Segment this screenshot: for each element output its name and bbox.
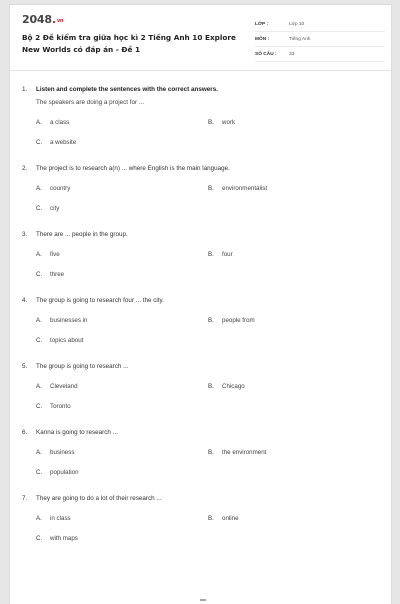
document-title: Bộ 2 Đề kiểm tra giữa học kì 2 Tiếng Anh 10 Explore New Worlds có đáp án - Đề 1 [22,33,236,54]
option-letter: B. [208,185,214,192]
answer-option[interactable] [208,250,380,259]
question-number: 6. [22,429,28,436]
question-item [22,230,382,279]
option-text: Toronto [50,403,71,410]
answer-options [36,448,382,477]
answer-option[interactable] [36,514,208,523]
option-letter: A. [36,251,42,258]
answer-option[interactable] [208,118,380,127]
answer-options [36,118,382,147]
meta-row-question-count [255,47,385,62]
option-text: the environment [222,449,267,456]
question-text: The group is going to research ... [36,363,129,370]
answer-option[interactable] [208,448,380,457]
option-text: city [50,205,60,212]
logo-suffix: vn [56,18,64,24]
option-letter: B. [208,383,214,390]
question-item [22,296,382,345]
answer-option[interactable] [208,184,380,193]
option-letter: A. [36,449,42,456]
option-text: environmentalist [222,185,268,192]
option-letter: B. [208,449,214,456]
option-text: three [50,271,65,278]
question-text: The project is to research a(n) ... where English is the main language. [36,165,230,172]
meta-label: MÔN : [255,36,270,42]
answer-options [36,250,382,279]
option-text: a class [50,119,70,126]
site-logo[interactable] [22,13,63,26]
option-text: business [50,449,75,456]
question-line [22,164,382,174]
option-letter: C. [36,139,43,146]
question-line [22,428,382,438]
question-text: The group is going to research four ... the city. [36,297,164,304]
question-item [22,164,382,213]
question-item [22,85,382,147]
answer-option[interactable] [36,270,208,279]
answer-options [36,514,382,543]
option-letter: C. [36,469,43,476]
option-letter: A. [36,185,42,192]
option-letter: C. [36,271,43,278]
question-text: Listen and complete the sentences with the correct answers. [36,86,218,93]
question-line [22,362,382,372]
meta-label: LỚP : [255,21,269,27]
question-item [22,494,382,543]
option-text: population [50,469,79,476]
answer-option[interactable] [36,448,208,457]
logo-text: 2048 [22,13,52,26]
option-letter: A. [36,383,42,390]
answer-option[interactable] [36,382,208,391]
option-letter: C. [36,403,43,410]
answer-option[interactable] [36,184,208,193]
option-letter: A. [36,317,42,324]
question-number: 3. [22,231,28,238]
option-letter: B. [208,515,214,522]
answer-options [36,382,382,411]
option-letter: C. [36,337,43,344]
question-number: 7. [22,495,28,502]
answer-option[interactable] [36,402,208,411]
question-number: 1. [22,86,28,93]
meta-row-class [255,17,385,32]
question-item [22,428,382,477]
meta-value: Tiếng Anh [289,36,311,42]
answer-option[interactable] [36,118,208,127]
answer-options [36,184,382,213]
option-letter: A. [36,515,42,522]
option-letter: B. [208,317,214,324]
option-text: four [222,251,233,258]
option-letter: B. [208,119,214,126]
document-meta [255,17,385,62]
option-text: country [50,185,71,192]
option-text: Cleveland [50,383,78,390]
page-bottom-mark [200,599,206,601]
question-text: There are ... people in the group. [36,231,128,238]
option-letter: A. [36,119,42,126]
answer-option[interactable] [208,514,380,523]
answer-option[interactable] [36,316,208,325]
document-page [9,4,392,604]
option-text: a website [50,139,77,146]
meta-value: Lớp 10 [289,21,305,27]
question-line [22,494,382,504]
meta-row-subject [255,32,385,47]
answer-options [36,316,382,345]
option-letter: C. [36,535,43,542]
question-list [22,85,382,560]
document-header [10,5,391,71]
question-subtext: The speakers are doing a project for ... [36,99,145,106]
question-line [22,85,382,95]
answer-option[interactable] [36,534,208,543]
option-text: with maps [50,535,78,542]
answer-option[interactable] [36,468,208,477]
answer-option[interactable] [36,138,208,147]
question-number: 2. [22,165,28,172]
option-text: Chicago [222,383,245,390]
question-text: Kanna is going to research ... [36,429,118,436]
question-text: They are going to do a lot of their research ... [36,495,162,502]
answer-option[interactable] [208,316,380,325]
question-number: 4. [22,297,28,304]
option-text: online [222,515,239,522]
logo-dot: . [51,13,56,26]
option-text: work [222,119,236,126]
question-line [22,230,382,240]
question-line [22,296,382,306]
option-text: topics about [50,337,84,344]
option-letter: B. [208,251,214,258]
option-text: five [50,251,60,258]
answer-option[interactable] [36,336,208,345]
meta-value: 33 [289,51,295,57]
answer-option[interactable] [36,204,208,213]
answer-option[interactable] [36,250,208,259]
option-text: businesses in [50,317,88,324]
question-number: 5. [22,363,28,370]
answer-option[interactable] [208,382,380,391]
option-text: in class [50,515,71,522]
question-item [22,362,382,411]
option-text: people from [222,317,255,324]
meta-label: SỐ CÂU : [255,51,277,57]
option-letter: C. [36,205,43,212]
